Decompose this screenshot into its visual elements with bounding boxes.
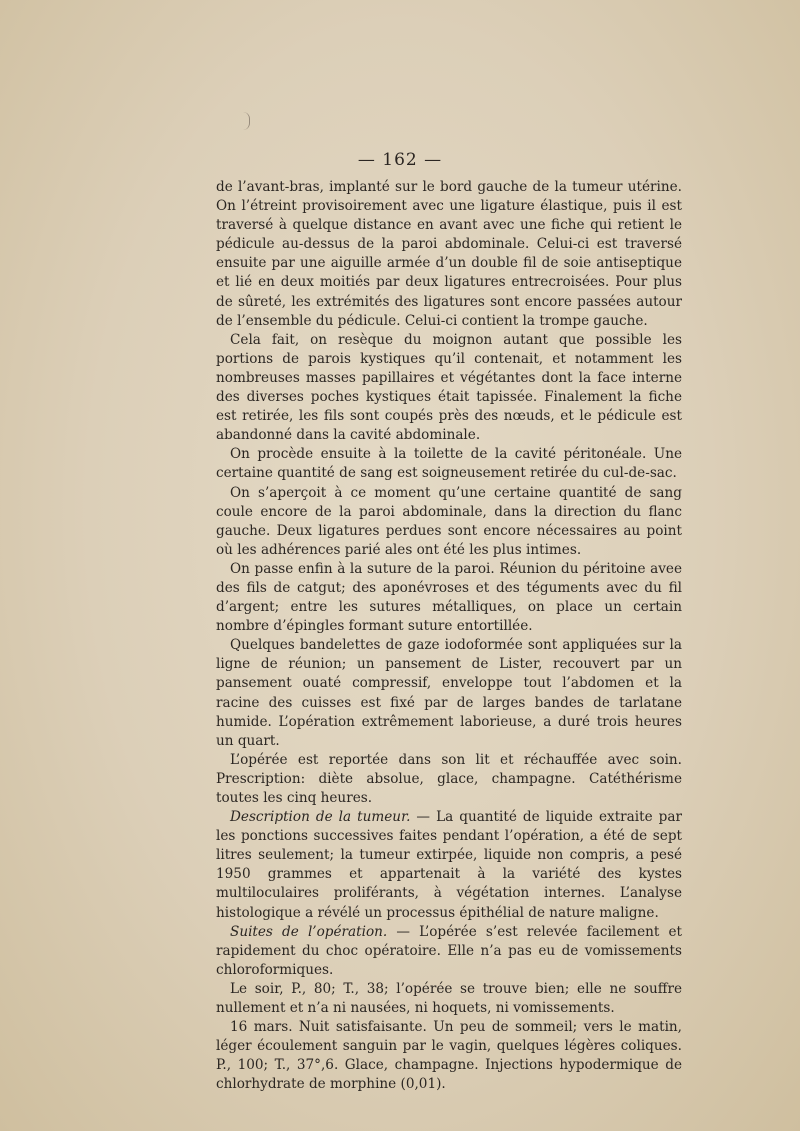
paragraph: On passe enfin à la suture de la paroi. Réunion du péritoine avee des fils de catgut; des aponévroses et des téguments avec du fil d’argent; entre les sutures métalliques, on place un certain nombre d’épingles formant suture entortillée. bbox=[216, 560, 682, 635]
paragraph: L’opérée est reportée dans son lit et réchauffée avec soin. Prescription: diète absolue, glace, champagne. Catéthérisme toutes les cinq heures. bbox=[216, 751, 682, 806]
section-heading: Description de la tumeur. bbox=[230, 809, 411, 826]
margin-mark bbox=[243, 112, 250, 130]
paragraph: de l’avant-bras, implanté sur le bord gauche de la tumeur utérine. On l’étreint provisoirement avec une ligature élastique, puis il est traversé à quelque distance en avant avec une fiche qui retient le pédicule au-dessus de la paroi abdominale. Celui-ci est traversé ensuite par une aiguille armée d’un double fil de soie antiseptique et lié en deux moitiés par deux ligatures entrecroisées. Pour plus de sûreté, les extrémités des ligatures sont encore passées autour de l’ensemble du pédicule. Celui-ci contient la trompe gauche. bbox=[216, 179, 682, 329]
paragraph: Description de la tumeur. — La quantité de liquide extraite par les ponctions successives faites pendant l’opération, a été de sept litres seulement; la tumeur extirpée, liquide non compris, a pesé 1950 grammes et appartenait à la variété des kystes multiloculaires proliférants, à végétation internes. L’analyse histologique a révélé un processus épithélial de nature maligne. bbox=[216, 809, 682, 921]
paragraph: On s’aperçoit à ce moment qu’une certaine quantité de sang coule encore de la paroi abdominale, dans la direction du flanc gauche. Deux ligatures perdues sont encore nécessaires au point où les adhérences parié ales ont été les plus intimes. bbox=[216, 484, 682, 558]
paragraph: Le soir, P., 80; T., 38; l’opérée se trouve bien; elle ne souffre nullement et n’a ni nausées, ni hoquets, ni vomissements. bbox=[216, 980, 682, 1017]
body-text bbox=[216, 178, 682, 1095]
paragraph: Suites de l’opération. — L’opérée s’est relevée facilement et rapidement du choc opératoire. Elle n’a pas eu de vomissements chloroformiques. bbox=[216, 923, 682, 978]
page-number: — 162 — bbox=[357, 150, 443, 170]
paragraph: Cela fait, on resèque du moignon autant que possible les portions de parois kystiques qu’il contenait, et notamment les nombreuses masses papillaires et végétantes dont la face interne des diverses poches kystiques était tapissée. Finalement la fiche est retirée, les fils sont coupés près des nœuds, et le pédicule est abandonné dans la cavité abdominale. bbox=[216, 331, 682, 444]
paragraph: On procède ensuite à la toilette de la cavité péritonéale. Une certaine quantité de sang est soigneusement retirée du cul-de-sac. bbox=[216, 446, 682, 482]
paragraph: 16 mars. Nuit satisfaisante. Un peu de sommeil; vers le matin, léger écoulement sanguin par le vagin, quelques légères coliques. P., 100; T., 37°,6. Glace, champagne. Injections hypodermique de chlorhydrate de morphine (0,01). bbox=[216, 1019, 682, 1093]
paragraph: Quelques bandelettes de gaze iodoformée sont appliquées sur la ligne de réunion; un pansement de Lister, recouvert par un pansement ouaté compressif, enveloppe tout l’abdomen et la racine des cuisses est fixé par de larges bandes de tarlatane humide. L’opération extrêmement laborieuse, a duré trois heures un quart. bbox=[216, 637, 682, 749]
section-heading: Suites de l’opération. bbox=[230, 923, 388, 940]
